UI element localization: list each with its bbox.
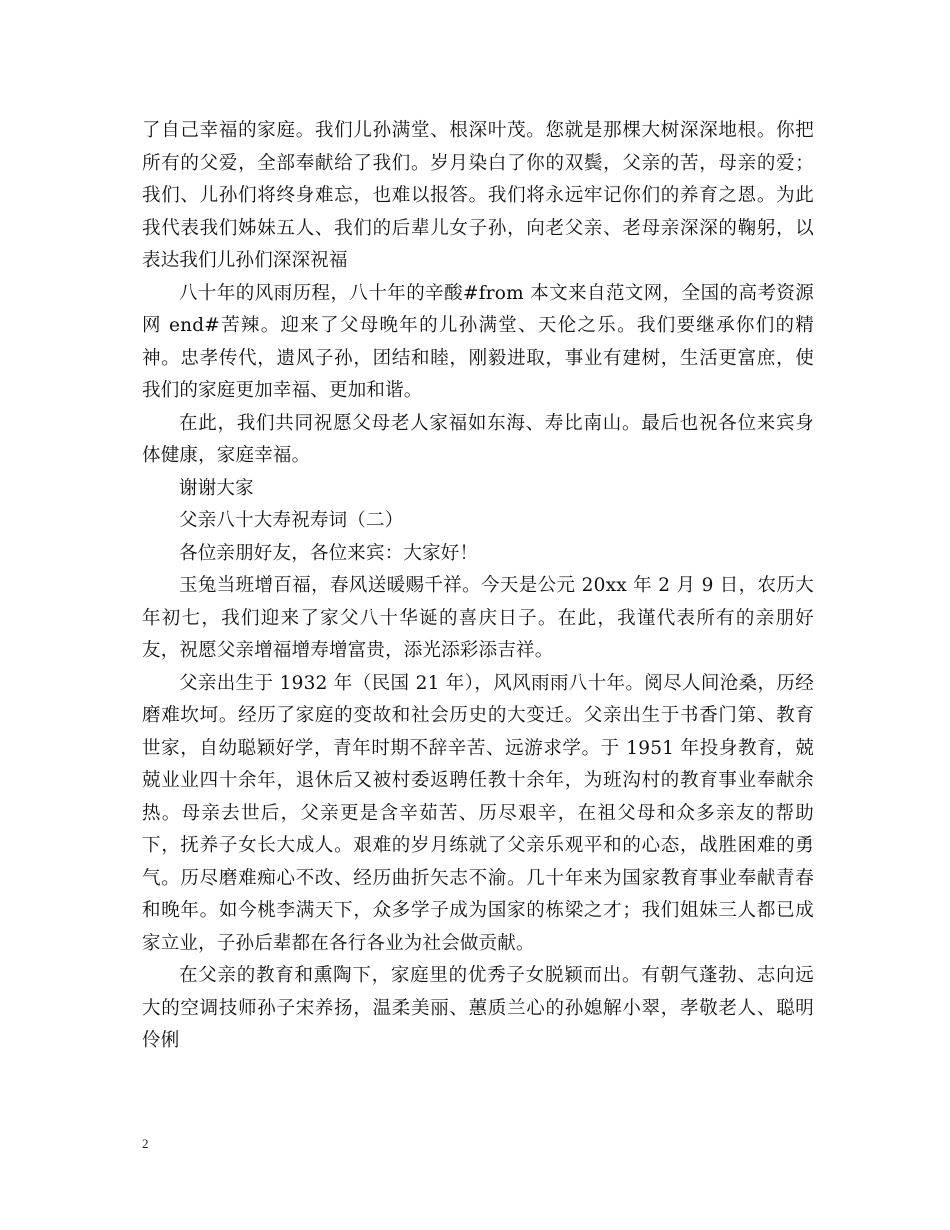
document-body — [142, 115, 814, 1058]
paragraph-1: 了自己幸福的家庭。我们儿孙满堂、根深叶茂。您就是那棵大树深深地根。你把所有的父爱，全部奉献给了我们。岁月染白了你的双鬓，父亲的苦，母亲的爱；我们、儿孙们将终身难忘，也难以报答。我们将永远牢记你们的养育之恩。为此我代表我们姊妹五人、我们的后辈儿女子孙，向老父亲、老母亲深深的鞠躬，以表达我们儿孙们深深祝福 — [142, 120, 814, 271]
paragraph-9: 在父亲的教育和熏陶下，家庭里的优秀子女脱颖而出。有朝气蓬勃、志向远大的空调技师孙子宋养扬，温柔美丽、蕙质兰心的孙媳解小翠，孝敬老人、聪明伶俐 — [142, 965, 814, 1051]
paragraph-8: 父亲出生于 1932 年（民国 21 年），风风雨雨八十年。阅尽人间沧桑，历经磨难坎坷。经历了家庭的变故和社会历史的大变迁。父亲出生于书香门第、教育世家，自幼聪颖好学，青年时期不辞辛苦、远游求学。于 1951 年投身教育，兢兢业业四十余年，退休后又被村委返聘任教十余年，为班沟村的教育事业奉献余热。母亲去世后，父亲更是含辛茹苦、历尽艰辛，在祖父母和众多亲友的帮助下，抚养子女长大成人。艰难的岁月练就了父亲乐观平和的心态，战胜困难的勇气。历尽磨难痴心不改、经历曲折矢志不渝。几十年来为国家教育事业奉献青春和晚年。如今桃李满天下，众多学子成为国家的栋梁之才；我们姐妹三人都已成家立业，子孙后辈都在各行各业为社会做贡献。 — [142, 672, 814, 954]
paragraph-2: 八十年的风雨历程，八十年的辛酸#from 本文来自范文网，全国的高考资源网 end#苦辣。迎来了父母晚年的儿孙满堂、天伦之乐。我们要继承你们的精神。忠孝传代，遗风子孙，团结和睦，刚毅进取，事业有建树，生活更富庶，使我们的家庭更加幸福、更加和谐。 — [142, 282, 814, 401]
closing-thanks: 谢谢大家 — [179, 477, 254, 499]
paragraph-7: 玉兔当班增百福，春风送暖赐千祥。今天是公元 20xx 年 2 月 9 日，农历大年初七，我们迎来了家父八十华诞的喜庆日子。在此，我谨代表所有的亲朋好友，祝愿父亲增福增寿增富贵，添光添彩添吉祥。 — [142, 575, 814, 661]
paragraph-3: 在此，我们共同祝愿父母老人家福如东海、寿比南山。最后也祝各位来宾身体健康，家庭幸福。 — [142, 412, 814, 466]
page-number: 2 — [142, 1136, 149, 1151]
section-title: 父亲八十大寿祝寿词（二） — [179, 510, 404, 531]
greeting: 各位亲朋好友，各位来宾：大家好！ — [179, 542, 479, 564]
